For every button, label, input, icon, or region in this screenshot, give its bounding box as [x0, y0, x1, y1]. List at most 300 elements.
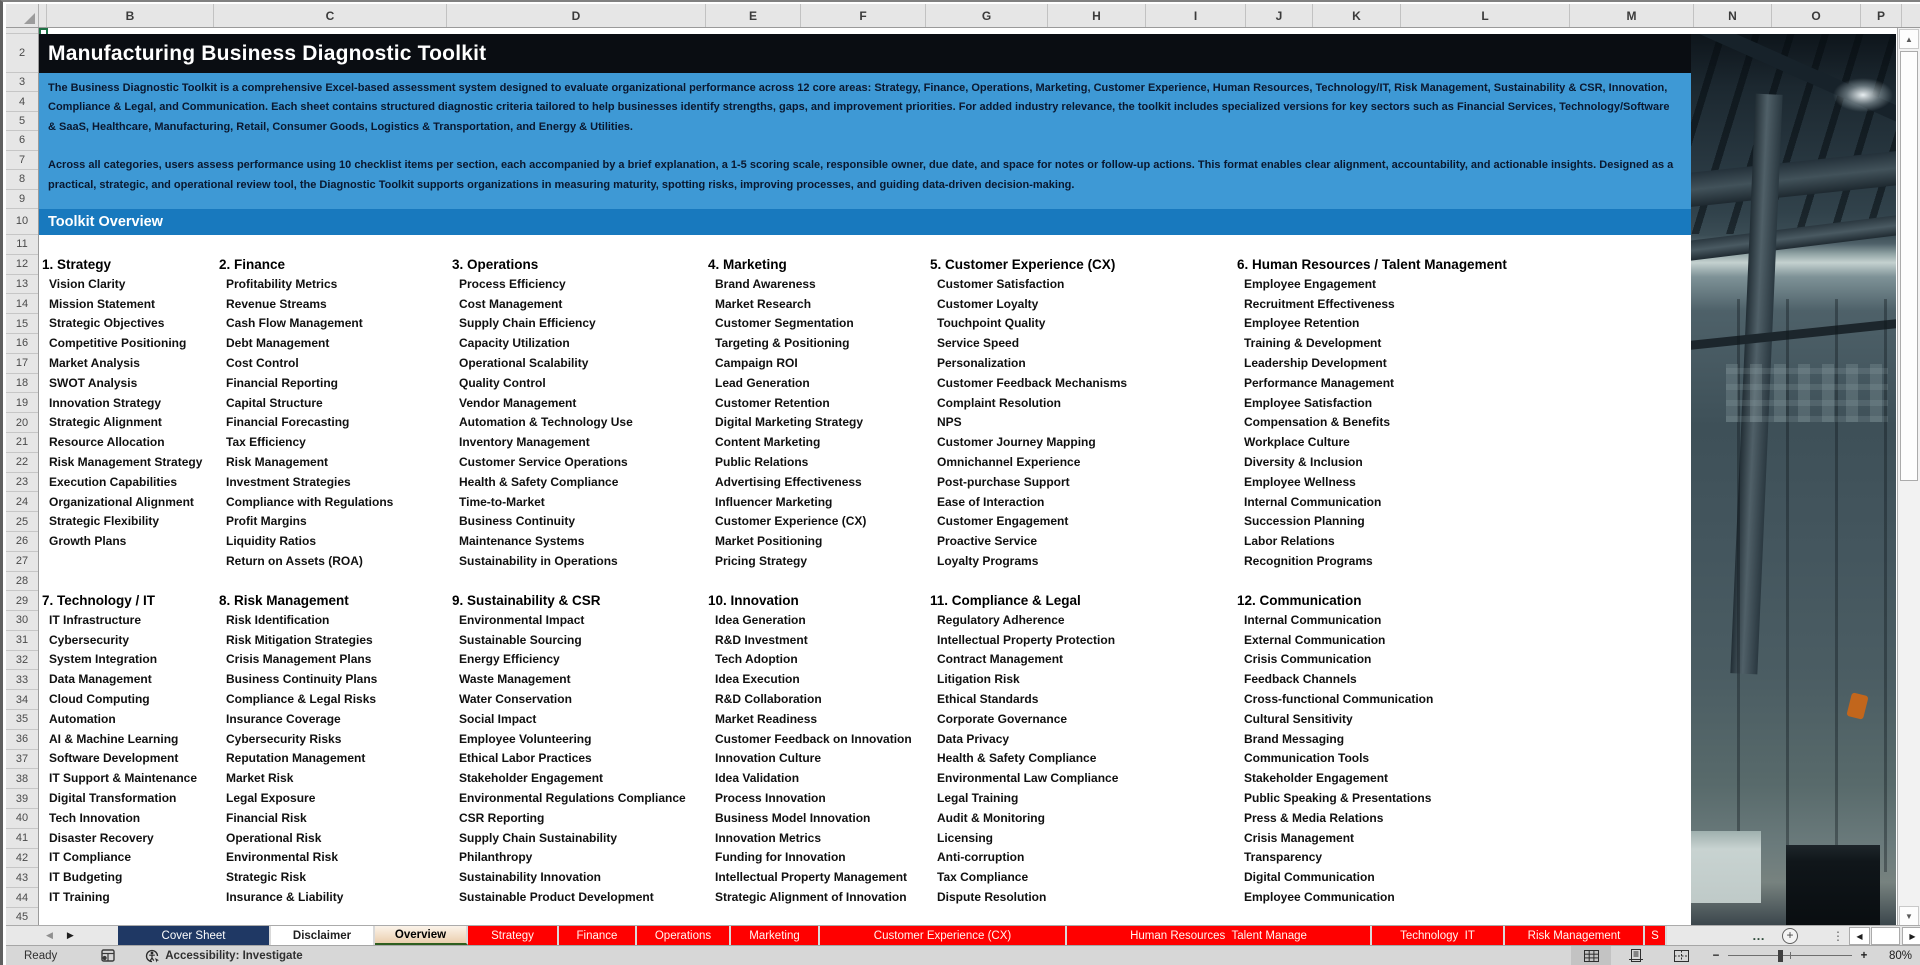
- row-header-26[interactable]: 26: [6, 532, 38, 552]
- column-header-N[interactable]: N: [1694, 4, 1772, 27]
- column-header-J[interactable]: J: [1246, 4, 1313, 27]
- section-item-cell[interactable]: Press & Media Relations: [1244, 810, 1384, 825]
- hscroll-left-icon[interactable]: ◀: [1849, 927, 1870, 945]
- row-header-7[interactable]: 7: [6, 151, 38, 170]
- section-item-cell[interactable]: Idea Generation: [715, 612, 806, 627]
- row-header-5[interactable]: 5: [6, 112, 38, 131]
- section-item-cell[interactable]: Innovation Metrics: [715, 830, 822, 845]
- section-item-cell[interactable]: Cultural Sensitivity: [1244, 711, 1353, 726]
- section-item-cell[interactable]: Customer Retention: [715, 395, 830, 410]
- section-item-cell[interactable]: Public Relations: [715, 454, 809, 469]
- section-item-cell[interactable]: System Integration: [49, 652, 158, 667]
- section-item-cell[interactable]: Risk Identification: [226, 612, 330, 627]
- section-item-cell[interactable]: Customer Satisfaction: [937, 276, 1065, 291]
- section-item-cell[interactable]: Inventory Management: [459, 435, 590, 450]
- column-header-F[interactable]: F: [801, 4, 926, 27]
- section-item-cell[interactable]: Legal Exposure: [226, 790, 316, 805]
- section-item-cell[interactable]: Process Efficiency: [459, 276, 566, 291]
- row-header-10[interactable]: 10: [6, 209, 38, 235]
- section-item-cell[interactable]: Touchpoint Quality: [937, 316, 1046, 331]
- section-item-cell[interactable]: IT Budgeting: [49, 870, 123, 885]
- section-item-cell[interactable]: Data Privacy: [937, 731, 1010, 746]
- section-item-cell[interactable]: Compliance with Regulations: [226, 494, 394, 509]
- new-sheet-icon[interactable]: +: [1782, 928, 1798, 944]
- column-header-L[interactable]: L: [1401, 4, 1570, 27]
- section-item-cell[interactable]: Environmental Regulations Compliance: [459, 790, 686, 805]
- section-item-cell[interactable]: Campaign ROI: [715, 355, 798, 370]
- section-item-cell[interactable]: SWOT Analysis: [49, 375, 138, 390]
- section-item-cell[interactable]: Communication Tools: [1244, 751, 1370, 766]
- section-title-10[interactable]: 10. Innovation: [708, 593, 799, 608]
- horizontal-scrollbar-thumb[interactable]: [1871, 927, 1900, 945]
- section-item-cell[interactable]: Supply Chain Sustainability: [459, 830, 618, 845]
- zoom-out-button[interactable]: −: [1712, 949, 1720, 962]
- section-item-cell[interactable]: Compensation & Benefits: [1244, 415, 1391, 430]
- section-item-cell[interactable]: Risk Management Strategy: [49, 454, 203, 469]
- tab-nav-left-icon[interactable]: ◀: [46, 930, 53, 940]
- sheet-tab-risk-management[interactable]: Risk Management: [1505, 926, 1645, 945]
- section-item-cell[interactable]: Public Speaking & Presentations: [1244, 790, 1432, 805]
- column-header-M[interactable]: M: [1570, 4, 1694, 27]
- row-header-34[interactable]: 34: [6, 690, 38, 710]
- row-header-39[interactable]: 39: [6, 789, 38, 809]
- row-header-44[interactable]: 44: [6, 888, 38, 908]
- section-item-cell[interactable]: Strategic Risk: [226, 870, 307, 885]
- section-item-cell[interactable]: Strategic Flexibility: [49, 514, 160, 529]
- row-header-gutter: [6, 28, 39, 927]
- row-header-38[interactable]: 38: [6, 769, 38, 789]
- section-item-cell[interactable]: Employee Satisfaction: [1244, 395, 1373, 410]
- vertical-scrollbar-thumb[interactable]: [1900, 51, 1918, 481]
- row-header-16[interactable]: 16: [6, 334, 38, 354]
- row-header-31[interactable]: 31: [6, 631, 38, 651]
- section-item-cell[interactable]: Customer Journey Mapping: [937, 435, 1096, 450]
- description-paragraph-1: The Business Diagnostic Toolkit is a comprehensive Excel-based assessment system designed to evaluate organizational performance across 12 core areas: Strategy, Finance, Operations, Marketing, Customer Experience, Human Resources, Technology/IT, Risk Management, Sustainability & CSR, Innovation, Compliance & Legal, and Communication. Each sheet contains structured diagnostic criteria tailored to help businesses identify strengths, gaps, and improvement priorities. For added industry relevance, the toolkit includes specialized versions for key sectors such as Financial Services, Technology/Software & SaaS, Healthcare, Manufacturing, Retail, Consumer Goods, Logistics & Transportation, and Energy & Utilities.: [48, 82, 1670, 133]
- row-header-9[interactable]: 9: [6, 190, 38, 209]
- column-header-E[interactable]: E: [706, 4, 801, 27]
- column-header-D[interactable]: D: [447, 4, 706, 27]
- section-item-cell[interactable]: Software Development: [49, 751, 179, 766]
- row-header-32[interactable]: 32: [6, 651, 38, 671]
- section-item-cell[interactable]: IT Training: [49, 889, 110, 904]
- section-item-cell[interactable]: Employee Communication: [1244, 889, 1395, 904]
- section-item-cell[interactable]: Market Positioning: [715, 534, 823, 549]
- row-header-13[interactable]: 13: [6, 275, 38, 295]
- section-item-cell[interactable]: Water Conservation: [459, 691, 572, 706]
- row-header-11[interactable]: 11: [6, 235, 38, 255]
- section-title-1[interactable]: 1. Strategy: [42, 257, 112, 272]
- accessibility-status-button[interactable]: [145, 949, 302, 963]
- page-layout-view-button[interactable]: [1616, 946, 1656, 965]
- row-header-30[interactable]: 30: [6, 611, 38, 631]
- row-header-19[interactable]: 19: [6, 393, 38, 413]
- section-item-cell[interactable]: Idea Validation: [715, 771, 800, 786]
- row-header-21[interactable]: 21: [6, 433, 38, 453]
- row-header-45[interactable]: 45: [6, 908, 38, 927]
- section-item-cell[interactable]: Recognition Programs: [1244, 553, 1373, 568]
- section-item-cell[interactable]: Waste Management: [459, 672, 571, 687]
- section-item-cell[interactable]: Environmental Impact: [459, 612, 585, 627]
- section-item-cell[interactable]: Strategic Objectives: [49, 316, 165, 331]
- section-item-cell[interactable]: Crisis Management: [1244, 830, 1355, 845]
- section-item-cell[interactable]: Feedback Channels: [1244, 672, 1357, 687]
- section-item-cell[interactable]: Transparency: [1244, 850, 1323, 865]
- section-item-cell[interactable]: Investment Strategies: [226, 474, 351, 489]
- section-item-cell[interactable]: Energy Efficiency: [459, 652, 560, 667]
- section-item-cell[interactable]: Organizational Alignment: [49, 494, 194, 509]
- section-item-cell[interactable]: Digital Communication: [1244, 870, 1375, 885]
- section-item-cell[interactable]: Compliance & Legal Risks: [226, 691, 377, 706]
- row-header-18[interactable]: 18: [6, 374, 38, 394]
- section-title-3[interactable]: 3. Operations: [452, 257, 539, 272]
- section-title-2[interactable]: 2. Finance: [219, 257, 286, 272]
- section-item-cell[interactable]: Operational Risk: [226, 830, 322, 845]
- row-header-3[interactable]: 3: [6, 73, 38, 92]
- section-item-cell[interactable]: Cost Control: [226, 355, 299, 370]
- section-item-cell[interactable]: Recruitment Effectiveness: [1244, 296, 1395, 311]
- section-item-cell[interactable]: Tech Innovation: [49, 810, 141, 825]
- section-item-cell[interactable]: Sustainable Sourcing: [459, 632, 582, 647]
- section-item-cell[interactable]: Competitive Positioning: [49, 336, 187, 351]
- row-header-6[interactable]: 6: [6, 131, 38, 150]
- row-header-20[interactable]: 20: [6, 413, 38, 433]
- section-item-cell[interactable]: Influencer Marketing: [715, 494, 833, 509]
- section-item-cell[interactable]: Proactive Service: [937, 534, 1038, 549]
- row-header-28[interactable]: 28: [6, 572, 38, 592]
- section-item-cell[interactable]: Liquidity Ratios: [226, 534, 316, 549]
- vertical-scrollbar[interactable]: [1897, 28, 1920, 927]
- row-header-25[interactable]: 25: [6, 512, 38, 532]
- section-item-cell[interactable]: Internal Communication: [1244, 612, 1382, 627]
- ready-status-label: Ready: [24, 949, 58, 962]
- sheet-tab-technology-it[interactable]: Technology IT: [1372, 926, 1505, 945]
- section-item-cell[interactable]: Reputation Management: [226, 751, 366, 766]
- section-item-cell[interactable]: Complaint Resolution: [937, 395, 1061, 410]
- section-title-7[interactable]: 7. Technology / IT: [42, 593, 156, 608]
- row-header-24[interactable]: 24: [6, 492, 38, 512]
- section-item-cell[interactable]: Revenue Streams: [226, 296, 327, 311]
- row-header-42[interactable]: 42: [6, 849, 38, 869]
- section-item-cell[interactable]: R&D Investment: [715, 632, 808, 647]
- section-item-cell[interactable]: Sustainability Innovation: [459, 870, 602, 885]
- sheet-tab-marketing[interactable]: Marketing: [731, 926, 820, 945]
- row-header-29[interactable]: 29: [6, 591, 38, 611]
- normal-view-icon: [1584, 950, 1599, 962]
- section-item-cell[interactable]: Profitability Metrics: [226, 276, 338, 291]
- zoom-in-button[interactable]: +: [1860, 949, 1868, 962]
- section-item-cell[interactable]: Service Speed: [937, 336, 1020, 351]
- section-item-cell[interactable]: Employee Engagement: [1244, 276, 1377, 291]
- tab-nav-right-icon[interactable]: ▶: [66, 930, 74, 940]
- sheet-tab-strategy[interactable]: Strategy: [468, 926, 559, 945]
- section-item-cell[interactable]: Risk Mitigation Strategies: [226, 632, 373, 647]
- column-header-A[interactable]: [39, 4, 47, 27]
- row-header-33[interactable]: 33: [6, 670, 38, 690]
- section-item-cell[interactable]: Capacity Utilization: [459, 336, 570, 351]
- row-header-23[interactable]: 23: [6, 473, 38, 493]
- section-item-cell[interactable]: AI & Machine Learning: [49, 731, 179, 746]
- row-header-37[interactable]: 37: [6, 750, 38, 770]
- section-item-cell[interactable]: Advertising Effectiveness: [715, 474, 862, 489]
- section-item-cell[interactable]: Cost Management: [459, 296, 563, 311]
- sheet-tab-customer-experience-cx[interactable]: Customer Experience (CX): [820, 926, 1067, 945]
- section-item-cell[interactable]: Customer Feedback Mechanisms: [937, 375, 1128, 390]
- section-item-cell[interactable]: IT Infrastructure: [49, 612, 142, 627]
- column-header-H[interactable]: H: [1048, 4, 1146, 27]
- row-header-43[interactable]: 43: [6, 868, 38, 888]
- section-item-cell[interactable]: Execution Capabilities: [49, 474, 178, 489]
- section-item-cell[interactable]: Insurance & Liability: [226, 889, 344, 904]
- section-item-cell[interactable]: Vendor Management: [459, 395, 577, 410]
- section-item-cell[interactable]: Resource Allocation: [49, 435, 165, 450]
- sheet-tabs: [118, 926, 1667, 945]
- row-header-41[interactable]: 41: [6, 829, 38, 849]
- section-item-cell[interactable]: Workplace Culture: [1244, 435, 1350, 450]
- column-header-row: [6, 4, 1920, 28]
- section-item-cell[interactable]: Sustainable Product Development: [459, 889, 654, 904]
- section-item-cell[interactable]: Customer Experience (CX): [715, 514, 867, 529]
- normal-view-button[interactable]: [1571, 946, 1611, 965]
- section-item-cell[interactable]: Automation: [49, 711, 116, 726]
- section-title-6[interactable]: 6. Human Resources / Talent Management: [1237, 257, 1507, 272]
- section-item-cell[interactable]: Contract Management: [937, 652, 1064, 667]
- section-item-cell[interactable]: Brand Awareness: [715, 276, 816, 291]
- section-item-cell[interactable]: Funding for Innovation: [715, 850, 846, 865]
- section-item-cell[interactable]: Lead Generation: [715, 375, 810, 390]
- section-item-cell[interactable]: Health & Safety Compliance: [459, 474, 619, 489]
- section-item-cell[interactable]: Time-to-Market: [459, 494, 545, 509]
- section-item-cell[interactable]: Environmental Law Compliance: [937, 771, 1119, 786]
- section-item-cell[interactable]: Audit & Monitoring: [937, 810, 1045, 825]
- row-header-22[interactable]: 22: [6, 453, 38, 473]
- page-break-preview-button[interactable]: [1661, 946, 1701, 965]
- sheet-tab-disclaimer[interactable]: Disclaimer: [271, 926, 375, 945]
- section-item-cell[interactable]: Cybersecurity Risks: [226, 731, 342, 746]
- section-item-cell[interactable]: Growth Plans: [49, 534, 127, 549]
- row-header-12[interactable]: 12: [6, 255, 38, 275]
- section-item-cell[interactable]: Training & Development: [1244, 336, 1382, 351]
- section-item-cell[interactable]: Anti-corruption: [937, 850, 1025, 865]
- section-item-cell[interactable]: Intellectual Property Protection: [937, 632, 1116, 647]
- section-title-12[interactable]: 12. Communication: [1237, 593, 1362, 608]
- section-item-cell[interactable]: Cash Flow Management: [226, 316, 363, 331]
- page-layout-view-icon: [1629, 949, 1643, 962]
- section-item-cell[interactable]: Tech Adoption: [715, 652, 798, 667]
- section-item-cell[interactable]: R&D Collaboration: [715, 691, 822, 706]
- section-item-cell[interactable]: Brand Messaging: [1244, 731, 1345, 746]
- section-item-cell[interactable]: Ease of Interaction: [937, 494, 1045, 509]
- section-item-cell[interactable]: Capital Structure: [226, 395, 323, 410]
- section-item-cell[interactable]: Tax Compliance: [937, 870, 1029, 885]
- section-item-cell[interactable]: IT Support & Maintenance: [49, 771, 198, 786]
- column-header-P[interactable]: P: [1861, 4, 1902, 27]
- section-item-cell[interactable]: Customer Feedback on Innovation: [715, 731, 912, 746]
- section-item-cell[interactable]: Disaster Recovery: [49, 830, 154, 845]
- section-item-cell[interactable]: Maintenance Systems: [459, 534, 585, 549]
- scroll-down-icon[interactable]: ▼: [1899, 906, 1919, 926]
- section-item-cell[interactable]: Loyalty Programs: [937, 553, 1039, 568]
- sheet-tab-bar: [6, 925, 1920, 945]
- section-item-cell[interactable]: Pricing Strategy: [715, 553, 808, 568]
- section-item-cell[interactable]: Post-purchase Support: [937, 474, 1070, 489]
- section-item-cell[interactable]: Employee Retention: [1244, 316, 1360, 331]
- section-item-cell[interactable]: Health & Safety Compliance: [937, 751, 1097, 766]
- row-header-4[interactable]: 4: [6, 92, 38, 111]
- row-header-40[interactable]: 40: [6, 809, 38, 829]
- scroll-up-icon[interactable]: ▲: [1899, 29, 1919, 49]
- section-title-9[interactable]: 9. Sustainability & CSR: [452, 593, 601, 608]
- section-item-cell[interactable]: Labor Relations: [1244, 534, 1335, 549]
- section-title-4[interactable]: 4. Marketing: [708, 257, 787, 272]
- column-header-B[interactable]: B: [47, 4, 214, 27]
- section-item-cell[interactable]: Stakeholder Engagement: [1244, 771, 1389, 786]
- column-header-O[interactable]: O: [1772, 4, 1861, 27]
- section-item-cell[interactable]: Customer Loyalty: [937, 296, 1039, 311]
- section-item-cell[interactable]: Customer Engagement: [937, 514, 1069, 529]
- section-item-cell[interactable]: Succession Planning: [1244, 514, 1365, 529]
- section-item-cell[interactable]: Market Research: [715, 296, 812, 311]
- more-sheets-icon[interactable]: …: [1752, 928, 1765, 943]
- section-item-cell[interactable]: Customer Service Operations: [459, 454, 628, 469]
- section-item-cell[interactable]: Cloud Computing: [49, 691, 150, 706]
- section-item-cell[interactable]: Employee Wellness: [1244, 474, 1356, 489]
- section-item-cell[interactable]: Quality Control: [459, 375, 546, 390]
- section-item-cell[interactable]: Social Impact: [459, 711, 537, 726]
- sheet-canvas[interactable]: [39, 28, 1899, 927]
- section-item-cell[interactable]: Mission Statement: [49, 296, 156, 311]
- section-item-cell[interactable]: Process Innovation: [715, 790, 826, 805]
- section-item-cell[interactable]: External Communication: [1244, 632, 1386, 647]
- row-header-36[interactable]: 36: [6, 730, 38, 750]
- section-item-cell[interactable]: Content Marketing: [715, 435, 821, 450]
- section-item-cell[interactable]: Strategic Alignment of Innovation: [715, 889, 907, 904]
- section-item-cell[interactable]: Vision Clarity: [49, 276, 126, 291]
- section-item-cell[interactable]: Ethical Standards: [937, 691, 1039, 706]
- section-item-cell[interactable]: Performance Management: [1244, 375, 1395, 390]
- section-item-cell[interactable]: Market Analysis: [49, 355, 140, 370]
- section-title-5[interactable]: 5. Customer Experience (CX): [930, 257, 1116, 272]
- section-item-cell[interactable]: Corporate Governance: [937, 711, 1068, 726]
- section-item-cell[interactable]: Risk Management: [226, 454, 329, 469]
- section-item-cell[interactable]: Digital Transformation: [49, 790, 177, 805]
- section-item-cell[interactable]: Data Management: [49, 672, 152, 687]
- section-item-cell[interactable]: Automation & Technology Use: [459, 415, 633, 430]
- sheet-tab-finance[interactable]: Finance: [559, 926, 637, 945]
- section-item-cell[interactable]: Dispute Resolution: [937, 889, 1047, 904]
- section-item-cell[interactable]: Targeting & Positioning: [715, 336, 850, 351]
- section-item-cell[interactable]: Customer Segmentation: [715, 316, 854, 331]
- column-header-G[interactable]: G: [926, 4, 1048, 27]
- toolkit-overview-header-cell[interactable]: Toolkit Overview: [39, 209, 1691, 235]
- section-item-cell[interactable]: Cross-functional Communication: [1244, 691, 1434, 706]
- section-item-cell[interactable]: NPS: [937, 415, 962, 430]
- section-item-cell[interactable]: Financial Reporting: [226, 375, 339, 390]
- section-item-cell[interactable]: Cybersecurity: [49, 632, 130, 647]
- section-item-cell[interactable]: Supply Chain Efficiency: [459, 316, 596, 331]
- section-item-cell[interactable]: Employee Volunteering: [459, 731, 592, 746]
- section-item-cell[interactable]: Omnichannel Experience: [937, 454, 1081, 469]
- section-item-cell[interactable]: Market Risk: [226, 771, 294, 786]
- section-item-cell[interactable]: Diversity & Inclusion: [1244, 454, 1363, 469]
- section-item-cell[interactable]: Strategic Alignment: [49, 415, 162, 430]
- section-item-cell[interactable]: Business Continuity: [459, 514, 576, 529]
- section-item-cell[interactable]: Business Model Innovation: [715, 810, 871, 825]
- sheet-tab-overview[interactable]: Overview: [375, 926, 468, 945]
- row-header-17[interactable]: 17: [6, 354, 38, 374]
- row-header-8[interactable]: 8: [6, 170, 38, 189]
- section-title-8[interactable]: 8. Risk Management: [219, 593, 349, 608]
- accessibility-icon: [145, 949, 160, 963]
- section-item-cell[interactable]: Licensing: [937, 830, 994, 845]
- column-header-K[interactable]: K: [1313, 4, 1401, 27]
- zoom-slider-thumb[interactable]: [1778, 950, 1783, 962]
- row-header-14[interactable]: 14: [6, 294, 38, 314]
- section-item-cell[interactable]: Idea Execution: [715, 672, 800, 687]
- section-item-cell[interactable]: Innovation Strategy: [49, 395, 162, 410]
- section-item-cell[interactable]: Crisis Communication: [1244, 652, 1372, 667]
- section-item-cell[interactable]: Financial Forecasting: [226, 415, 350, 430]
- zoom-level-label[interactable]: 80%: [1888, 949, 1912, 962]
- section-title-11[interactable]: 11. Compliance & Legal: [930, 593, 1081, 608]
- sheet-tab-human-resources-talent-manage[interactable]: Human Resources Talent Manage: [1067, 926, 1372, 945]
- row-header-15[interactable]: 15: [6, 314, 38, 334]
- section-item-cell[interactable]: Return on Assets (ROA): [226, 553, 363, 568]
- section-item-cell[interactable]: Sustainability in Operations: [459, 553, 618, 568]
- workbook-title-cell[interactable]: Manufacturing Business Diagnostic Toolkit: [39, 34, 1691, 73]
- section-item-cell[interactable]: Regulatory Adherence: [937, 612, 1065, 627]
- section-item-cell[interactable]: Crisis Management Plans: [226, 652, 372, 667]
- section-8: [219, 591, 452, 908]
- macro-record-icon[interactable]: [101, 949, 115, 962]
- section-item-cell[interactable]: Financial Risk: [226, 810, 307, 825]
- section-item-cell[interactable]: Stakeholder Engagement: [459, 771, 604, 786]
- row-header-27[interactable]: 27: [6, 552, 38, 572]
- select-all-button[interactable]: [6, 4, 39, 27]
- section-item-cell[interactable]: Personalization: [937, 355, 1026, 370]
- section-item-cell[interactable]: IT Compliance: [49, 850, 132, 865]
- sheet-tab-s[interactable]: S: [1645, 926, 1667, 945]
- section-item-cell[interactable]: Insurance Coverage: [226, 711, 341, 726]
- section-item-cell[interactable]: CSR Reporting: [459, 810, 545, 825]
- section-item-cell[interactable]: Business Continuity Plans: [226, 672, 378, 687]
- section-item-cell[interactable]: Operational Scalability: [459, 355, 589, 370]
- section-item-cell[interactable]: Debt Management: [226, 336, 330, 351]
- sheet-tab-cover-sheet[interactable]: Cover Sheet: [118, 926, 271, 945]
- section-item-cell[interactable]: Philanthropy: [459, 850, 533, 865]
- section-item-cell[interactable]: Profit Margins: [226, 514, 307, 529]
- section-item-cell[interactable]: Tax Efficiency: [226, 435, 306, 450]
- row-header-35[interactable]: 35: [6, 710, 38, 730]
- hscroll-right-icon[interactable]: ▶: [1902, 927, 1920, 945]
- section-item-cell[interactable]: Legal Training: [937, 790, 1019, 805]
- section-9: [452, 591, 708, 908]
- sheet-tab-operations[interactable]: Operations: [637, 926, 731, 945]
- section-item-cell[interactable]: Market Readiness: [715, 711, 818, 726]
- section-item-cell[interactable]: Intellectual Property Management: [715, 870, 908, 885]
- description-cell[interactable]: [39, 73, 1691, 209]
- section-item-cell[interactable]: Innovation Culture: [715, 751, 821, 766]
- column-header-I[interactable]: I: [1146, 4, 1246, 27]
- section-item-cell[interactable]: Litigation Risk: [937, 672, 1020, 687]
- section-item-cell[interactable]: Environmental Risk: [226, 850, 339, 865]
- row-header-2[interactable]: 2: [6, 34, 38, 73]
- section-item-cell[interactable]: Internal Communication: [1244, 494, 1382, 509]
- section-item-cell[interactable]: Digital Marketing Strategy: [715, 415, 864, 430]
- section-item-cell[interactable]: Ethical Labor Practices: [459, 751, 592, 766]
- section-10: [708, 591, 930, 908]
- column-header-C[interactable]: C: [214, 4, 447, 27]
- section-item-cell[interactable]: Leadership Development: [1244, 355, 1387, 370]
